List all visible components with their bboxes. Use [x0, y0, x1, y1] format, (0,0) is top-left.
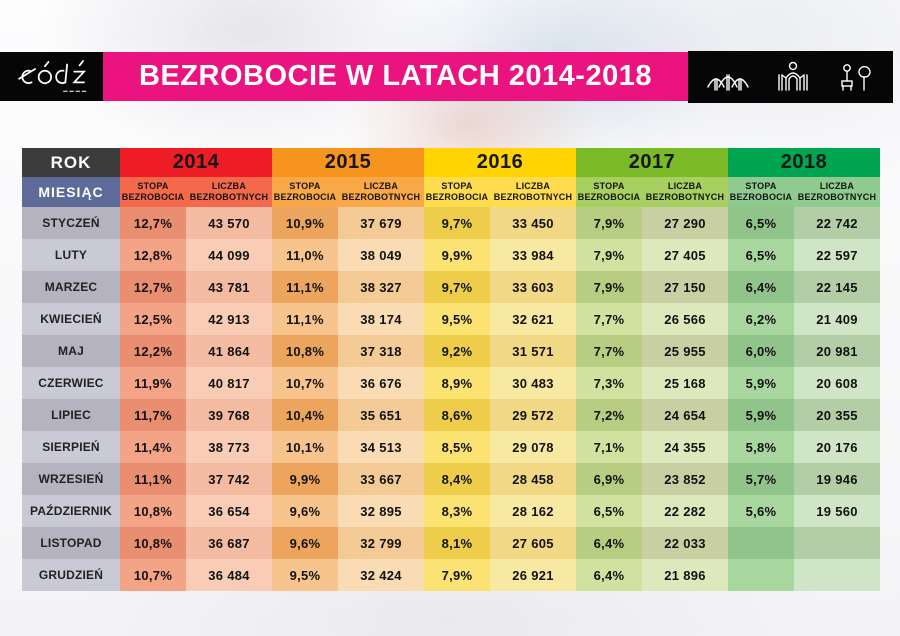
liczba-value-2018 — [794, 559, 880, 591]
liczba-value-2016: 33 603 — [490, 271, 576, 303]
liczba-value-2017: 24 355 — [642, 431, 728, 463]
month-label: GRUDZIEŃ — [22, 559, 120, 591]
stopa-value-2014: 12,7% — [120, 207, 186, 239]
stopa-value-2016: 9,7% — [424, 271, 490, 303]
liczba-value-2017: 26 566 — [642, 303, 728, 335]
stopa-value-2014: 11,1% — [120, 463, 186, 495]
liczba-value-2016: 33 450 — [490, 207, 576, 239]
liczba-column-header-2014: LICZBA BEZROBOTNYCH — [186, 177, 272, 207]
stopa-value-2017: 7,7% — [576, 335, 642, 367]
stopa-value-2015: 10,1% — [272, 431, 338, 463]
stopa-value-2018: 5,8% — [728, 431, 794, 463]
stopa-value-2018 — [728, 559, 794, 591]
liczba-value-2014: 39 768 — [186, 399, 272, 431]
liczba-value-2015: 32 799 — [338, 527, 424, 559]
stopa-value-2016: 8,1% — [424, 527, 490, 559]
stopa-value-2015: 9,6% — [272, 495, 338, 527]
liczba-value-2018 — [794, 527, 880, 559]
liczba-value-2015: 38 174 — [338, 303, 424, 335]
liczba-value-2018: 22 145 — [794, 271, 880, 303]
stopa-value-2018: 6,0% — [728, 335, 794, 367]
liczba-value-2018: 22 597 — [794, 239, 880, 271]
stopa-value-2015: 10,8% — [272, 335, 338, 367]
liczba-value-2018: 21 409 — [794, 303, 880, 335]
stopa-value-2014: 12,7% — [120, 271, 186, 303]
stopa-value-2016: 8,5% — [424, 431, 490, 463]
liczba-value-2014: 41 864 — [186, 335, 272, 367]
stopa-value-2016: 9,7% — [424, 207, 490, 239]
liczba-value-2015: 38 049 — [338, 239, 424, 271]
liczba-value-2015: 34 513 — [338, 431, 424, 463]
liczba-value-2014: 43 781 — [186, 271, 272, 303]
liczba-value-2018: 22 742 — [794, 207, 880, 239]
year-header-2017: 2017 — [576, 148, 728, 177]
month-label: MAJ — [22, 335, 120, 367]
stopa-value-2014: 10,8% — [120, 527, 186, 559]
stopa-value-2017: 7,7% — [576, 303, 642, 335]
stopa-value-2017: 6,5% — [576, 495, 642, 527]
stopa-value-2017: 6,4% — [576, 559, 642, 591]
stopa-value-2017: 7,9% — [576, 207, 642, 239]
stopa-value-2018: 6,4% — [728, 271, 794, 303]
stopa-value-2015: 9,9% — [272, 463, 338, 495]
stopa-value-2015: 10,4% — [272, 399, 338, 431]
stopa-value-2015: 9,6% — [272, 527, 338, 559]
month-label: CZERWIEC — [22, 367, 120, 399]
stopa-value-2018: 6,2% — [728, 303, 794, 335]
liczba-value-2018: 20 355 — [794, 399, 880, 431]
stopa-value-2018 — [728, 527, 794, 559]
stopa-value-2016: 7,9% — [424, 559, 490, 591]
stopa-value-2014: 10,8% — [120, 495, 186, 527]
liczba-value-2017: 27 150 — [642, 271, 728, 303]
liczba-value-2014: 37 742 — [186, 463, 272, 495]
stopa-value-2017: 7,9% — [576, 239, 642, 271]
stopa-value-2018: 5,9% — [728, 399, 794, 431]
liczba-value-2017: 21 896 — [642, 559, 728, 591]
year-header-2014: 2014 — [120, 148, 272, 177]
stopa-value-2016: 8,9% — [424, 367, 490, 399]
liczba-value-2014: 40 817 — [186, 367, 272, 399]
liczba-value-2014: 42 913 — [186, 303, 272, 335]
liczba-value-2016: 28 458 — [490, 463, 576, 495]
liczba-value-2017: 24 654 — [642, 399, 728, 431]
stopa-value-2014: 12,5% — [120, 303, 186, 335]
liczba-value-2014: 44 099 — [186, 239, 272, 271]
stopa-value-2015: 11,0% — [272, 239, 338, 271]
stopa-value-2015: 10,9% — [272, 207, 338, 239]
liczba-value-2015: 38 327 — [338, 271, 424, 303]
year-header-2018: 2018 — [728, 148, 880, 177]
stopa-value-2015: 9,5% — [272, 559, 338, 591]
city-gate-icon — [772, 59, 814, 95]
liczba-value-2017: 23 852 — [642, 463, 728, 495]
liczba-column-header-2016: LICZBA BEZROBOTNYCH — [490, 177, 576, 207]
data-table — [22, 148, 880, 591]
liczba-value-2016: 30 483 — [490, 367, 576, 399]
liczba-value-2017: 27 405 — [642, 239, 728, 271]
liczba-value-2016: 29 078 — [490, 431, 576, 463]
stopa-value-2014: 11,9% — [120, 367, 186, 399]
stopa-value-2016: 8,3% — [424, 495, 490, 527]
lodz-logo — [12, 57, 92, 97]
liczba-value-2014: 36 654 — [186, 495, 272, 527]
stopa-column-header-2014: STOPA BEZROBOCIA — [120, 177, 186, 207]
liczba-value-2014: 38 773 — [186, 431, 272, 463]
stopa-column-header-2015: STOPA BEZROBOCIA — [272, 177, 338, 207]
liczba-value-2017: 25 955 — [642, 335, 728, 367]
liczba-value-2017: 27 290 — [642, 207, 728, 239]
stopa-value-2017: 7,9% — [576, 271, 642, 303]
stopa-value-2016: 9,9% — [424, 239, 490, 271]
month-label: LISTOPAD — [22, 527, 120, 559]
liczba-value-2016: 27 605 — [490, 527, 576, 559]
liczba-value-2016: 32 621 — [490, 303, 576, 335]
liczba-value-2016: 29 572 — [490, 399, 576, 431]
stopa-column-header-2018: STOPA BEZROBOCIA — [728, 177, 794, 207]
year-header-2015: 2015 — [272, 148, 424, 177]
stopa-value-2016: 9,2% — [424, 335, 490, 367]
stopa-column-header-2016: STOPA BEZROBOCIA — [424, 177, 490, 207]
liczba-value-2016: 33 984 — [490, 239, 576, 271]
stopa-value-2014: 10,7% — [120, 559, 186, 591]
liczba-column-header-2018: LICZBA BEZROBOTNYCH — [794, 177, 880, 207]
liczba-value-2018: 20 608 — [794, 367, 880, 399]
stopa-value-2014: 12,8% — [120, 239, 186, 271]
stopa-value-2018: 6,5% — [728, 239, 794, 271]
month-label: LIPIEC — [22, 399, 120, 431]
month-label: LUTY — [22, 239, 120, 271]
month-label: PAŹDZIERNIK — [22, 495, 120, 527]
liczba-value-2015: 36 676 — [338, 367, 424, 399]
stopa-value-2014: 11,7% — [120, 399, 186, 431]
liczba-value-2015: 37 318 — [338, 335, 424, 367]
stopa-value-2015: 11,1% — [272, 271, 338, 303]
stopa-value-2015: 11,1% — [272, 303, 338, 335]
stopa-value-2016: 8,4% — [424, 463, 490, 495]
stopa-value-2016: 8,6% — [424, 399, 490, 431]
month-label: MARZEC — [22, 271, 120, 303]
liczba-value-2014: 36 484 — [186, 559, 272, 591]
liczba-value-2017: 22 282 — [642, 495, 728, 527]
stopa-value-2014: 11,4% — [120, 431, 186, 463]
stopa-value-2017: 7,2% — [576, 399, 642, 431]
stopa-value-2018: 5,7% — [728, 463, 794, 495]
stopa-value-2015: 10,7% — [272, 367, 338, 399]
canopy-structure-icon — [706, 59, 750, 95]
stopa-value-2017: 6,4% — [576, 527, 642, 559]
rok-header: ROK — [22, 148, 120, 177]
liczba-value-2018: 19 946 — [794, 463, 880, 495]
liczba-value-2018: 20 176 — [794, 431, 880, 463]
liczba-value-2015: 32 895 — [338, 495, 424, 527]
liczba-value-2017: 22 033 — [642, 527, 728, 559]
stopa-value-2018: 5,9% — [728, 367, 794, 399]
liczba-value-2016: 28 162 — [490, 495, 576, 527]
landmark-icons-box — [688, 51, 893, 103]
liczba-value-2015: 33 667 — [338, 463, 424, 495]
page-title: BEZROBOCIE W LATACH 2014-2018 — [139, 60, 652, 92]
liczba-column-header-2015: LICZBA BEZROBOTNYCH — [338, 177, 424, 207]
stopa-column-header-2017: STOPA BEZROBOCIA — [576, 177, 642, 207]
liczba-value-2017: 25 168 — [642, 367, 728, 399]
stopa-value-2016: 9,5% — [424, 303, 490, 335]
month-label: SIERPIEŃ — [22, 431, 120, 463]
liczba-value-2018: 20 981 — [794, 335, 880, 367]
month-label: STYCZEŃ — [22, 207, 120, 239]
miesiac-header: MIESIĄC — [22, 177, 120, 207]
stopa-value-2017: 6,9% — [576, 463, 642, 495]
stopa-value-2014: 12,2% — [120, 335, 186, 367]
stopa-value-2018: 6,5% — [728, 207, 794, 239]
month-label: KWIECIEŃ — [22, 303, 120, 335]
stopa-value-2017: 7,3% — [576, 367, 642, 399]
lodz-logo-box — [0, 52, 103, 101]
liczba-value-2014: 36 687 — [186, 527, 272, 559]
year-header-2016: 2016 — [424, 148, 576, 177]
stopa-value-2017: 7,1% — [576, 431, 642, 463]
liczba-column-header-2017: LICZBA BEZROBOTNYCH — [642, 177, 728, 207]
liczba-value-2015: 35 651 — [338, 399, 424, 431]
liczba-value-2014: 43 570 — [186, 207, 272, 239]
stopa-value-2018: 5,6% — [728, 495, 794, 527]
liczba-value-2018: 19 560 — [794, 495, 880, 527]
liczba-value-2015: 37 679 — [338, 207, 424, 239]
park-tree-icon — [836, 59, 876, 95]
title-banner — [103, 52, 688, 101]
liczba-value-2016: 31 571 — [490, 335, 576, 367]
month-label: WRZESIEŃ — [22, 463, 120, 495]
liczba-value-2016: 26 921 — [490, 559, 576, 591]
liczba-value-2015: 32 424 — [338, 559, 424, 591]
